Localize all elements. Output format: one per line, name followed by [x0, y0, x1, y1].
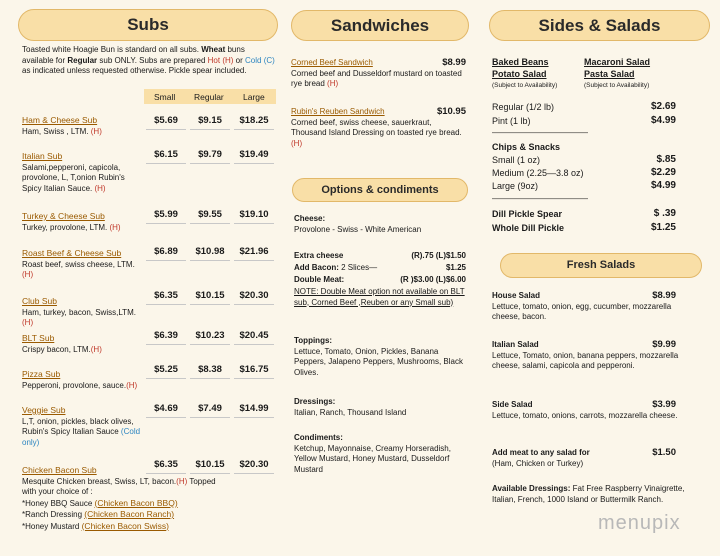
salad-name: House Salad [492, 291, 541, 300]
sub-tag: (Cold only) [22, 427, 141, 447]
pickle-spear [492, 209, 676, 220]
toppings-label: Toppings: [294, 336, 333, 345]
side-size-pint [492, 116, 676, 127]
pickle-price: $1.25 [650, 222, 676, 233]
salad-price: $3.99 [652, 399, 676, 410]
intro-c: buns available for [22, 45, 245, 65]
sub-chicken-bacon [22, 465, 222, 532]
side-note: (Subject to Availability) [584, 82, 650, 89]
sub-desc: Pepperoni, provolone, sauce. [22, 380, 127, 390]
sub-name: BLT Sub [22, 333, 55, 343]
price-large: $19.10 [234, 207, 274, 224]
divider: ———————————— [492, 194, 588, 203]
price-small: $5.25 [146, 362, 186, 379]
price-regular: $9.15 [190, 113, 230, 130]
sub-roast-beef [22, 248, 144, 281]
salad-name: Side Salad [492, 400, 533, 409]
side-size-label: Regular (1/2 lb) [492, 102, 555, 112]
sandwich-name: Corned Beef Sandwich [291, 58, 373, 67]
sandwiches-header: Sandwiches [291, 10, 469, 41]
size-small: Small [154, 92, 176, 102]
chicken-option-label: *Honey BBQ Sauce [22, 498, 93, 508]
pickle-label: Whole Dill Pickle [492, 223, 565, 233]
sub-desc: Ham, Swiss , LTM. [22, 126, 91, 136]
sub-name: Roast Beef & Cheese Sub [22, 248, 122, 258]
double-meat-note: NOTE: Double Meat option not available on BLT sub, Corned Beef ,Reuben or any Small sub) [294, 287, 465, 307]
sub-name: Italian Sub [22, 151, 63, 161]
chips-large [492, 181, 676, 192]
intro-regular: Regular [67, 55, 98, 65]
intro-cold: Cold (C) [245, 55, 275, 65]
size-large: Large [243, 92, 265, 102]
salad-desc: Lettuce, Tomato, onion, banana peppers, mozzarella cheese, salami, capicola and pepperoni. [492, 350, 679, 370]
price-large: $20.30 [234, 457, 274, 474]
sub-club [22, 296, 144, 329]
side-name: Pasta Salad [584, 68, 635, 79]
price-regular: $10.15 [190, 457, 230, 474]
salad-desc: Lettuce, tomato, onion, egg, cucumber, mozzarella cheese, bacon. [492, 301, 672, 321]
chicken-option-label: *Ranch Dressing [22, 510, 83, 519]
price-large: $18.25 [234, 113, 274, 130]
double-meat-price: (R )$3.00 (L)$6.00 [400, 275, 466, 284]
price-regular: $10.98 [190, 244, 230, 261]
salad-name: Italian Salad [492, 340, 539, 349]
price-small: $6.15 [146, 147, 186, 164]
sub-tag: (H) [176, 476, 188, 486]
price-regular: $7.49 [190, 401, 230, 418]
add-bacon [294, 263, 466, 274]
intro-a: Toasted white Hoagie Bun is standard on all subs. [22, 45, 199, 54]
intro-g: as indicated unless requested otherwise. Pickle spear included. [22, 66, 247, 75]
sides-header: Sides & Salads [489, 10, 710, 41]
intro-f: or [235, 55, 243, 65]
sandwich-desc: Corned beef and Dusseldorf mustard on toasted rye bread [291, 68, 462, 88]
chips-label: Large (9oz) [492, 181, 539, 191]
sub-desc: Crispy bacon, LTM. [22, 344, 91, 354]
price-small: $6.35 [146, 457, 186, 474]
sub-pizza [22, 369, 144, 391]
sub-desc: Roast beef, swiss cheese, LTM. [22, 259, 135, 269]
chicken-option-label: *Honey Mustard [22, 521, 80, 531]
sub-turkey-cheese [22, 211, 144, 233]
divider: ———————————— [492, 128, 588, 137]
chips-label: Small (1 oz) [492, 155, 541, 165]
subs-intro [22, 45, 278, 77]
price-regular: $9.55 [190, 207, 230, 224]
side-size-price: $4.99 [650, 115, 676, 126]
chicken-option-link[interactable]: (Chicken Bacon Swiss) [81, 520, 169, 531]
salad-name: Add meat to any salad for [492, 448, 590, 457]
double-meat [294, 275, 466, 286]
pickle-whole [492, 223, 676, 234]
side-macaroni [584, 57, 704, 92]
salad-desc: Lettuce, tomato, onions, carrots, mozzarella cheese. [492, 410, 678, 420]
sub-desc: Mesquite Chicken breast, Swiss, LT, bacon. [22, 476, 177, 486]
salad-desc: (Ham, Chicken or Turkey) [492, 458, 584, 468]
price-large: $20.30 [234, 288, 274, 305]
price-small: $4.69 [146, 401, 186, 418]
sub-name: Ham & Cheese Sub [22, 115, 98, 125]
toppings-block [294, 336, 468, 378]
intro-wheat: Wheat [201, 45, 226, 54]
sub-name: Turkey & Cheese Sub [22, 211, 105, 221]
sub-name: Chicken Bacon Sub [22, 465, 97, 475]
condiments-label: Condiments: [294, 433, 343, 442]
sub-ham-cheese [22, 115, 144, 137]
side-name: Macaroni Salad [584, 57, 651, 67]
price-small: $6.35 [146, 288, 186, 305]
sandwich-name: Rubin's Reuben Sandwich [291, 107, 385, 116]
chips-medium [492, 168, 676, 179]
dressings-label: Dressings: [294, 397, 336, 406]
pickle-label: Dill Pickle Spear [492, 209, 563, 219]
chicken-option-link[interactable]: (Chicken Bacon BBQ) [94, 497, 178, 508]
options-header: Options & condiments [292, 178, 468, 202]
side-size-label: Pint (1 lb) [492, 116, 531, 126]
add-bacon-price: $1.25 [445, 263, 466, 272]
cheese-list: Provolone - Swiss - White American [294, 224, 422, 234]
sub-tag: (H) [109, 222, 121, 232]
watermark: menupix [598, 512, 681, 534]
price-large: $14.99 [234, 401, 274, 418]
chips-price: $.85 [656, 154, 676, 165]
sub-italian [22, 151, 144, 194]
sub-name: Club Sub [22, 296, 57, 306]
sub-tag: (H) [94, 183, 106, 193]
price-small: $6.39 [146, 328, 186, 345]
size-header-row [144, 89, 276, 104]
sub-desc: Salami,pepperoni, capicola, provolone, L, T,onion Rubin's Spicy Italian Sauce. [22, 162, 125, 193]
salad-price: $9.99 [652, 339, 676, 350]
sub-tag: (H) [22, 318, 34, 327]
dressings-list: Italian, Ranch, Thousand Island [294, 407, 407, 417]
double-meat-label: Double Meat: [294, 275, 345, 284]
salad-price: $8.99 [652, 290, 676, 301]
price-large: $21.96 [234, 244, 274, 261]
chips-label: Medium (2.25—3.8 oz) [492, 168, 584, 178]
extra-cheese-price: (R).75 (L)$1.50 [411, 251, 466, 260]
sub-tag: (H) [22, 270, 34, 279]
condiments-list: Ketchup, Mayonnaise, Creamy Horseradish, Yellow Mustard, Honey Mustard, Dusseldorf Mustard [294, 443, 451, 474]
extra-cheese-label: Extra cheese [294, 251, 344, 260]
sub-name: Pizza Sub [22, 369, 61, 379]
side-name: Potato Salad [492, 68, 547, 79]
chips-label: Chips & Snacks [492, 142, 561, 152]
salad-add-meat [492, 448, 642, 469]
side-size-regular [492, 102, 676, 113]
pickle-price: $ .39 [653, 208, 676, 219]
salad-price: $1.50 [652, 447, 676, 458]
side-size-price: $2.69 [650, 101, 676, 112]
cheese-label: Cheese: [294, 214, 326, 223]
sub-desc: Turkey, provolone, LTM. [22, 222, 110, 232]
intro-hot: Hot (H) [207, 55, 234, 65]
side-name: Baked Beans [492, 57, 549, 67]
price-small: $5.69 [146, 113, 186, 130]
extra-cheese [294, 251, 466, 262]
sub-blt [22, 333, 144, 355]
sandwich-price: $8.99 [442, 57, 466, 68]
salad-dressings [492, 484, 688, 505]
intro-e: sub ONLY. Subs are prepared [99, 55, 206, 65]
fresh-salads-header: Fresh Salads [500, 253, 702, 278]
sub-desc: L,T, onion, pickles, black olives, Rubin's Spicy Italian Sauce [22, 416, 134, 436]
sub-desc: Ham, turkey, bacon, Swiss,LTM. [22, 307, 136, 317]
chicken-extra-intro: Topped with your choice of : [22, 476, 216, 496]
price-small: $5.99 [146, 207, 186, 224]
price-regular: $8.38 [190, 362, 230, 379]
price-regular: $10.23 [190, 328, 230, 345]
price-large: $20.45 [234, 328, 274, 345]
toppings-list: Lettuce, Tomato, Onion, Pickles, Banana Peppers, Jalapeno Peppers, Mushrooms, Black Olives. [294, 346, 463, 377]
price-regular: $9.79 [190, 147, 230, 164]
sandwich-tag: (H) [291, 138, 303, 148]
price-large: $19.49 [234, 147, 274, 164]
sandwich-price: $10.95 [436, 106, 466, 117]
salad-dressings-list: Fat Free Raspberry Vinaigrette, Italian, French, 1000 Island or Buttermilk Ranch. [492, 484, 685, 504]
side-baked-beans [492, 57, 587, 92]
sub-tag: (H) [90, 126, 102, 136]
sandwich-desc: Corned beef, swiss cheese, sauerkraut, Thousand Island Dressing on toasted rye bread. [291, 117, 462, 137]
side-note: (Subject to Availability) [492, 82, 558, 89]
sub-name: Veggie Sub [22, 405, 66, 415]
chips-price: $4.99 [650, 180, 676, 191]
salad-dressings-label: Available Dressings: [492, 484, 571, 493]
sandwich-tag: (H) [327, 79, 339, 88]
options-block [294, 214, 466, 235]
subs-header: Subs [18, 9, 278, 41]
size-regular: Regular [194, 92, 224, 102]
add-bacon-label: Add Bacon: [294, 263, 339, 272]
chips-price: $2.29 [650, 167, 676, 178]
sub-veggie [22, 405, 144, 448]
chicken-option-link[interactable]: (Chicken Bacon Ranch) [84, 509, 175, 519]
price-regular: $10.15 [190, 288, 230, 305]
sub-tag: (H) [90, 344, 102, 354]
price-small: $6.89 [146, 244, 186, 261]
price-large: $16.75 [234, 362, 274, 379]
sub-tag: (H) [126, 380, 138, 390]
chips-small [492, 155, 676, 166]
add-bacon-detail: 2 Slices— [338, 263, 378, 272]
dressings-block [294, 397, 468, 418]
condiments-block [294, 433, 470, 475]
